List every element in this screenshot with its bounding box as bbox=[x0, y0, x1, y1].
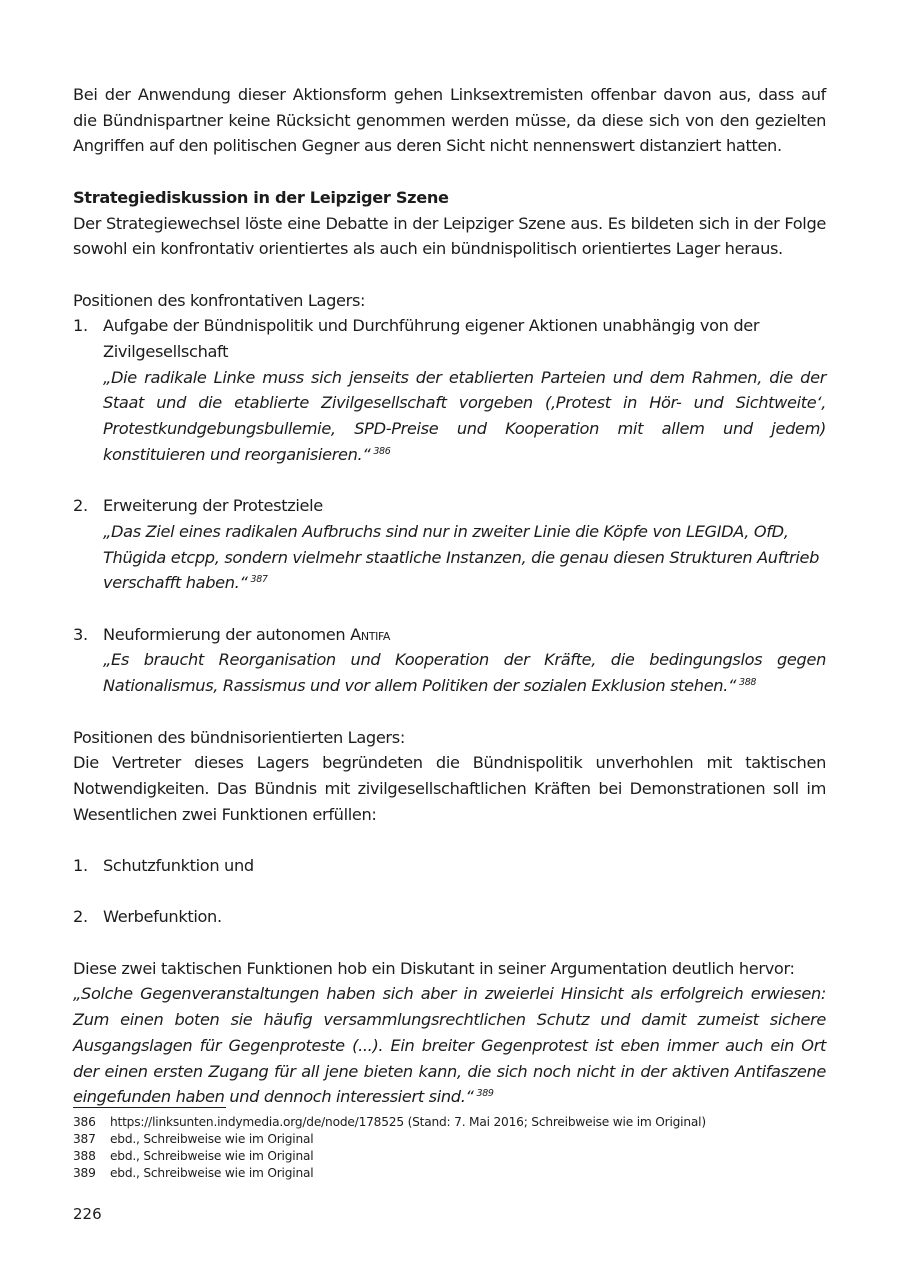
quote-text: „Das Ziel eines radikalen Aufbruchs sind nur in zweiter Linie die Köpfe von LEGIDA, OfD, Thügida etcpp, sondern vielmehr staatliche Instanzen, die genau diesen Strukturen Auftrieb verschafft haben.“ bbox=[103, 521, 820, 593]
section-heading: Strategiediskussion in der Leipziger Szene bbox=[73, 187, 449, 207]
list-item-title: Aufgabe der Bündnispolitik und Durchführung eigener Aktionen unabhängig von der Zivilgesellschaft bbox=[103, 316, 760, 361]
footnote bbox=[73, 1131, 826, 1148]
list-item-title: Erweiterung der Protestziele bbox=[103, 496, 323, 516]
footnote-text: ebd., Schreibweise wie im Original bbox=[110, 1166, 314, 1180]
list-item-label: Werbefunktion. bbox=[103, 907, 222, 927]
list-item-quote bbox=[103, 519, 826, 596]
alliance-closing: Diese zwei taktischen Funktionen hob ein Diskutant in seiner Argumentation deutlich hervor: bbox=[73, 958, 795, 978]
footnote-ref[interactable]: 389 bbox=[476, 1088, 494, 1100]
intro-paragraph: Bei der Anwendung dieser Aktionsform gehen Linksextremisten offenbar davon aus, dass auf die Bündnispartner keine Rücksicht genommen werden müsse, da diese sich von den gezielten Angriffen auf den politischen Gegner aus deren Sicht nicht nennenswert distanziert hatten. bbox=[73, 85, 826, 156]
footnote bbox=[73, 1114, 826, 1131]
list-item bbox=[73, 313, 826, 467]
footnote-ref[interactable]: 386 bbox=[373, 445, 391, 457]
list-number: 1. bbox=[73, 856, 88, 875]
list-item-title bbox=[103, 622, 826, 648]
footnote-number: 388 bbox=[73, 1149, 96, 1163]
alliance-paragraph: Die Vertreter dieses Lagers begründeten die Bündnispolitik unverhohlen mit taktischen Notwendigkeiten. Das Bündnis mit zivilgesellschaftlichen Kräften bei Demonstrationen soll im Wesentlichen zwei Funktionen erfüllen: bbox=[73, 753, 826, 824]
list-item bbox=[73, 904, 826, 930]
footnote-text: ebd., Schreibweise wie im Original bbox=[110, 1132, 314, 1146]
list-item bbox=[73, 493, 826, 596]
list-number: 1. bbox=[73, 316, 88, 336]
list-number: 2. bbox=[73, 907, 88, 927]
page-number: 226 bbox=[73, 1205, 102, 1223]
footnote-number: 386 bbox=[73, 1115, 96, 1129]
footnote bbox=[73, 1165, 826, 1182]
list-number: 2. bbox=[73, 496, 88, 516]
list-item bbox=[73, 622, 826, 699]
page-body bbox=[73, 82, 826, 1110]
alliance-quote bbox=[73, 981, 826, 1110]
footnotes bbox=[73, 1114, 826, 1182]
footnote-divider bbox=[73, 1107, 226, 1108]
list-number: 3. bbox=[73, 624, 88, 644]
quote-text: „Es braucht Reorganisation und Kooperation der Kräfte, die bedingungslos gegen Nationalismus, Rassismus und vor allem Politiken der sozialen Exklusion stehen.“ bbox=[103, 650, 826, 696]
quote-text: „Solche Gegenveranstaltungen haben sich aber in zweierlei Hinsicht als erfolgreich erwiesen: Zum einen boten sie häufig versammlungsrechtlichen Schutz und damit zumeist sichere Ausgangslagen für Gegenproteste (...). Ein breiter Gegenprotest ist eben immer auch ein Ort der einen ersten Zugang für all jene bieten kann, die sich noch nicht in der aktiven Antifaszene eingefunden haben und dennoch interessiert sind.“ bbox=[73, 984, 826, 1107]
footnote bbox=[73, 1148, 826, 1165]
alliance-intro: Positionen des bündnisorientierten Lagers: bbox=[73, 727, 405, 747]
antifa-smallcaps: Antifa bbox=[350, 624, 391, 644]
footnote-number: 387 bbox=[73, 1132, 96, 1146]
footnote-ref[interactable]: 387 bbox=[250, 574, 268, 586]
list-item-label: Schutzfunktion und bbox=[103, 856, 254, 875]
footnote-text[interactable]: https://linksunten.indymedia.org/de/node/178525 (Stand: 7. Mai 2016; Schreibweise wie im Original) bbox=[110, 1115, 706, 1129]
footnote-text: ebd., Schreibweise wie im Original bbox=[110, 1149, 314, 1163]
footnote-number: 389 bbox=[73, 1166, 96, 1180]
section-paragraph: Der Strategiewechsel löste eine Debatte in der Leipziger Szene aus. Es bildeten sich in der Folge sowohl ein konfrontativ orientiertes als auch ein bündnispolitisch orientiertes Lager heraus. bbox=[73, 213, 826, 259]
list-item-quote bbox=[103, 647, 826, 698]
list-item-quote bbox=[103, 365, 826, 468]
footnote-ref[interactable]: 388 bbox=[739, 677, 757, 689]
quote-text: „Die radikale Linke muss sich jenseits der etablierten Parteien und dem Rahmen, die der Staat und die etablierte Zivilgesellschaft vorgeben (‚Protest in Hör- und Sichtweite‘, Protestkundgebungsbullemie, SPD-Preise und Kooperation mit allem und jedem) konstituieren und reorganisieren.“ bbox=[103, 367, 826, 464]
confrontational-intro: Positionen des konfrontativen Lagers: bbox=[73, 290, 366, 310]
list-item bbox=[73, 853, 826, 879]
list-item-title-text: Neuformierung der autonomen bbox=[103, 624, 346, 644]
